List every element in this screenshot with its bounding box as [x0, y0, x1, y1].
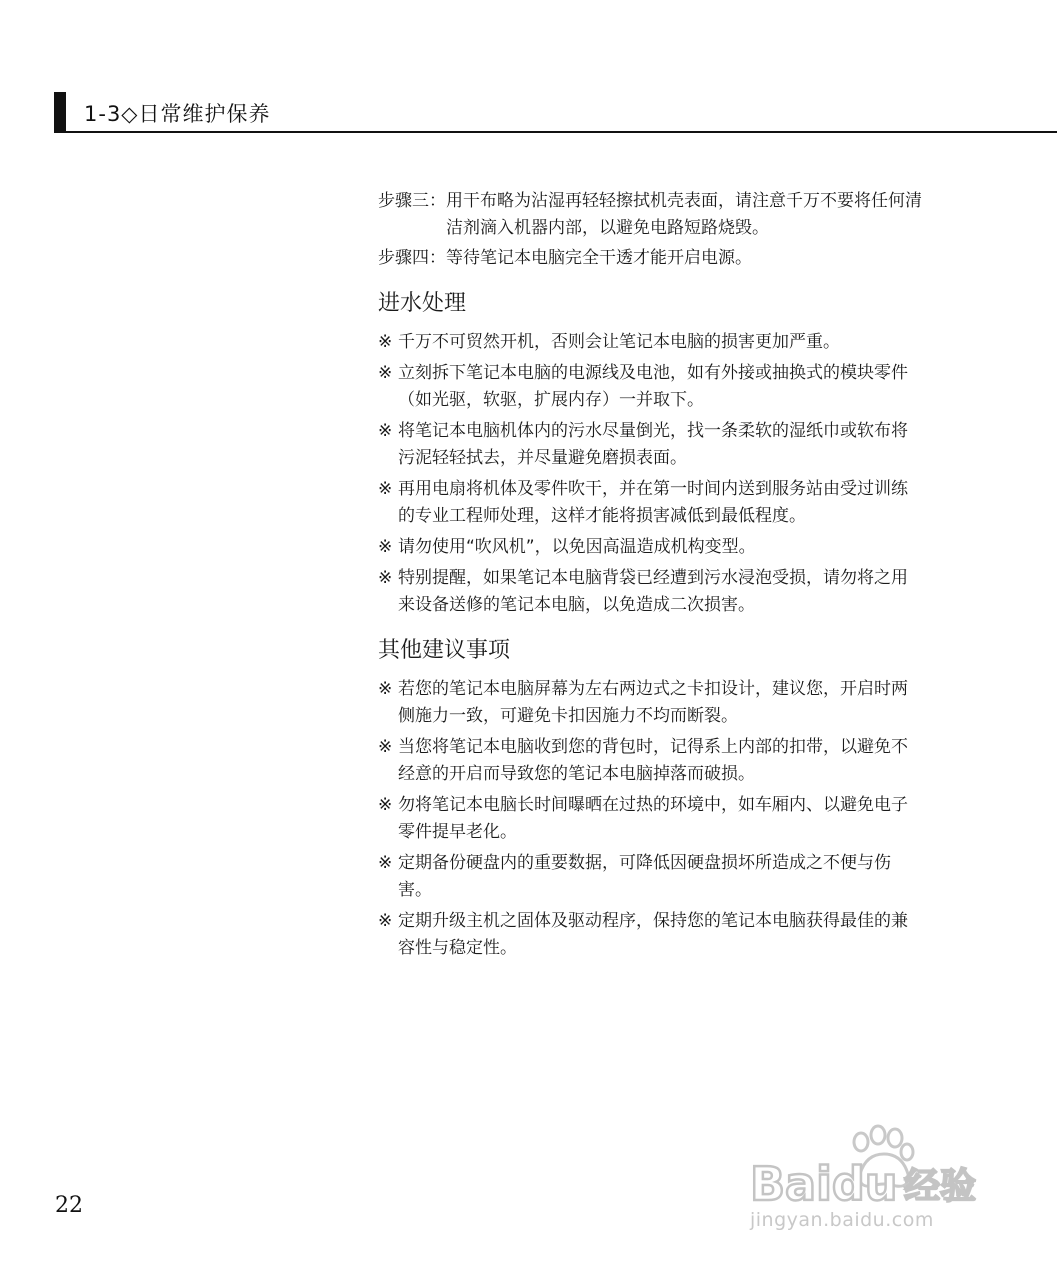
list-item: [378, 329, 923, 356]
note-text: 特别提醒，如果笔记本电脑背袋已经遭到污水浸泡受损，请勿将之用来设备送修的笔记本电脑，以免造成二次损害。: [398, 568, 908, 615]
header-bar: [54, 92, 66, 132]
note-mark: ※: [378, 479, 393, 499]
watermark-brand-cn: 经验: [904, 1166, 977, 1207]
note-mark: ※: [378, 363, 393, 383]
baidu-watermark: [748, 1122, 998, 1232]
note-mark: ※: [378, 795, 393, 815]
page-header: [54, 92, 1057, 134]
note-text: 立刻拆下笔记本电脑的电源线及电池，如有外接或抽换式的模块零件（如光驱，软驱，扩展内存）一并取下。: [398, 363, 908, 410]
section-title-water: 进水处理: [378, 291, 467, 316]
note-text: 请勿使用“吹风机”，以免因高温造成机构变型。: [398, 537, 756, 557]
list-item: [378, 476, 923, 530]
list-item: [378, 534, 923, 561]
list-item: [378, 734, 923, 788]
header-rule: [54, 131, 1057, 133]
list-item: [378, 792, 923, 846]
note-text: 再用电扇将机体及零件吹干，并在第一时间内送到服务站由受过训练的专业工程师处理，这样才能将损害减低到最低程度。: [398, 479, 908, 526]
step-text: 等待笔记本电脑完全干透才能开启电源。: [446, 248, 752, 268]
note-text: 当您将笔记本电脑收到您的背包时，记得系上内部的扣带，以避免不经意的开启而导致您的笔记本电脑掉落而破损。: [398, 737, 908, 784]
watermark-brand: Baidu: [750, 1157, 898, 1211]
note-text: 若您的笔记本电脑屏幕为左右两边式之卡扣设计，建议您，开启时两侧施力一致，可避免卡扣因施力不均而断裂。: [398, 679, 908, 726]
note-mark: ※: [378, 911, 393, 931]
step-label: 步骤三：: [378, 191, 446, 211]
main-content: [378, 188, 923, 966]
note-mark: ※: [378, 853, 393, 873]
list-item: [378, 908, 923, 962]
page-title: 1-3◇日常维护保养: [84, 102, 271, 126]
step-item: [378, 245, 923, 272]
note-text: 将笔记本电脑机体内的污水尽量倒光，找一条柔软的湿纸巾或软布将污泥轻轻拭去，并尽量避免磨损表面。: [398, 421, 908, 468]
note-text: 千万不可贸然开机，否则会让笔记本电脑的损害更加严重。: [398, 332, 840, 352]
list-item: [378, 676, 923, 730]
note-text: 勿将笔记本电脑长时间曝晒在过热的环境中，如车厢内、以避免电子零件提早老化。: [398, 795, 908, 842]
note-mark: ※: [378, 679, 393, 699]
note-mark: ※: [378, 332, 393, 352]
list-item: [378, 850, 923, 904]
note-text: 定期升级主机之固体及驱动程序，保持您的笔记本电脑获得最佳的兼容性与稳定性。: [398, 911, 908, 958]
note-mark: ※: [378, 737, 393, 757]
note-mark: ※: [378, 421, 393, 441]
list-item: [378, 360, 923, 414]
list-item: [378, 418, 923, 472]
watermark-url: jingyan.baidu.com: [750, 1209, 934, 1231]
note-text: 定期备份硬盘内的重要数据，可降低因硬盘损坏所造成之不便与伤害。: [398, 853, 891, 900]
step-label: 步骤四：: [378, 248, 446, 268]
list-item: [378, 565, 923, 619]
note-mark: ※: [378, 568, 393, 588]
step-item: [378, 188, 923, 242]
note-mark: ※: [378, 537, 393, 557]
page-number: 22: [55, 1193, 83, 1218]
step-text: 用干布略为沾湿再轻轻擦拭机壳表面，请注意千万不要将任何清洁剂滴入机器内部，以避免电路短路烧毁。: [446, 191, 922, 238]
section-title-other: 其他建议事项: [378, 638, 511, 663]
